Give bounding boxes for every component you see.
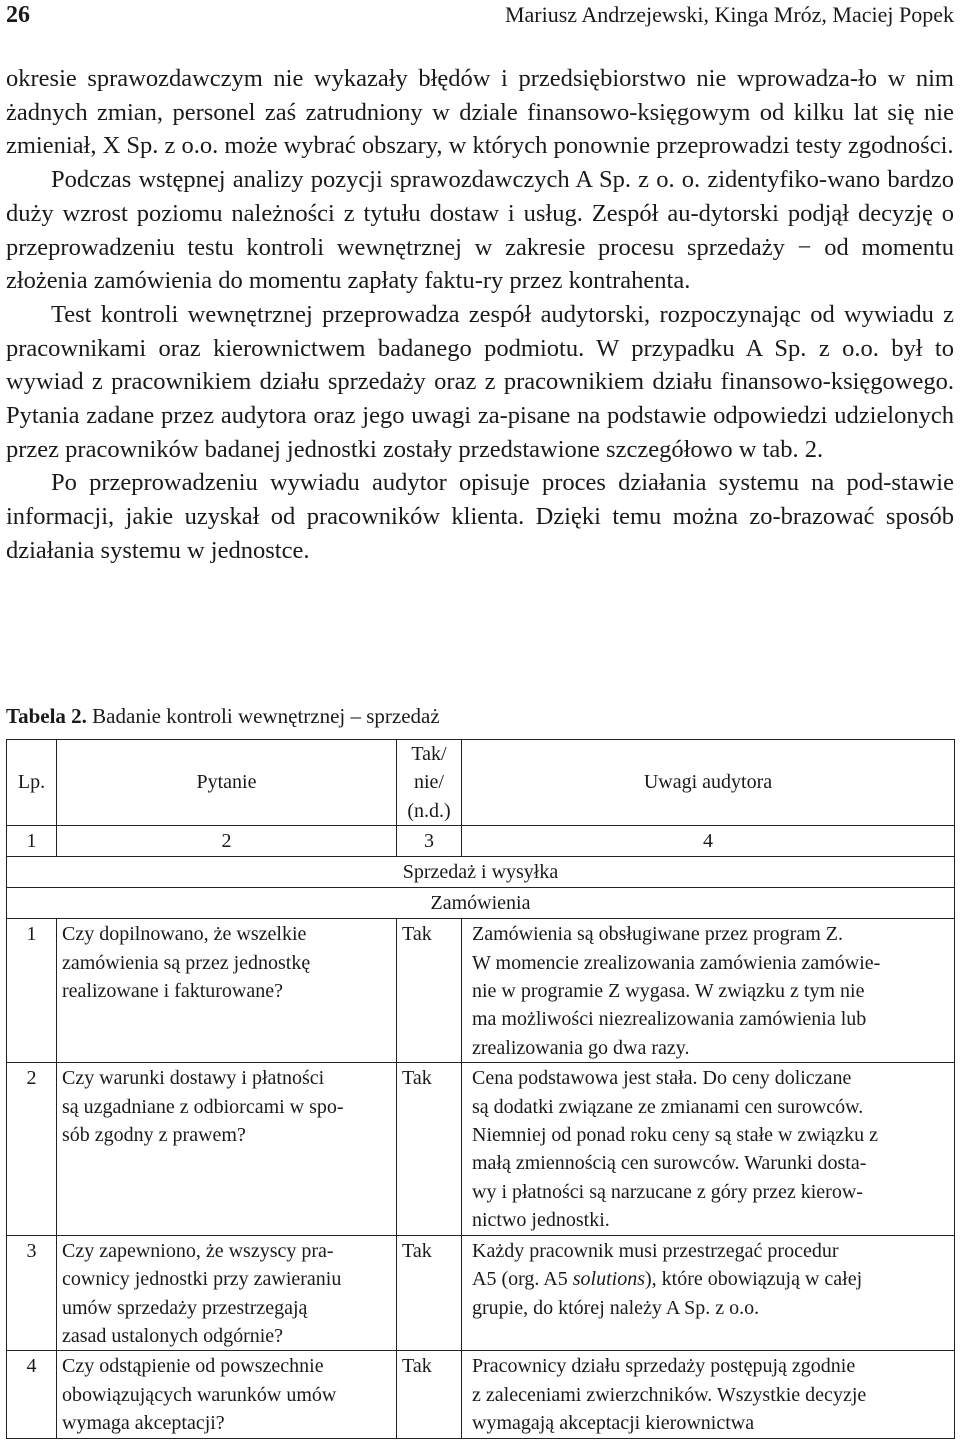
remark-line: z zaleceniami zwierzchników. Wszystkie decyzje bbox=[472, 1383, 867, 1406]
header-question: Pytanie bbox=[57, 740, 397, 826]
subsection-title: Zamówienia bbox=[7, 888, 955, 919]
paragraph: okresie sprawozdawczym nie wykazały błędów i przedsiębiorstwo nie wprowadza-ło w nim żadnych zmian, personel zaś zatrudniony w dziale finansowo-księgowym od kilku lat się nie zmieniał, X Sp. z o.o. może wybrać obszary, w których ponownie przeprowadzi testy zgodności. bbox=[6, 65, 954, 160]
remark-line bbox=[472, 1265, 944, 1293]
remark-italic-fragment: solutions bbox=[572, 1268, 645, 1291]
remark-line: ma możliwości niezrealizowania zamówienia lub bbox=[472, 1008, 867, 1031]
audit-table bbox=[6, 739, 955, 1439]
section-row bbox=[7, 857, 955, 888]
row-question bbox=[57, 919, 397, 1063]
column-number-row bbox=[7, 826, 955, 857]
question-line: sób zgodny z prawem? bbox=[62, 1124, 246, 1147]
question-line: zasad ustalonych odgórnie? bbox=[62, 1324, 284, 1347]
row-question bbox=[57, 1063, 397, 1235]
column-number: 2 bbox=[57, 826, 397, 857]
row-lp: 3 bbox=[7, 1235, 57, 1351]
subsection-row bbox=[7, 888, 955, 919]
remark-line: są dodatki związane ze zmianami cen surowców. bbox=[472, 1095, 864, 1118]
question-line: wymaga akceptacji? bbox=[62, 1412, 225, 1435]
row-answer: Tak bbox=[397, 919, 462, 1063]
row-answer: Tak bbox=[397, 1063, 462, 1235]
row-lp: 4 bbox=[7, 1351, 57, 1438]
remark-line: W momencie zrealizowania zamówienia zamówie- bbox=[472, 951, 881, 974]
table-row bbox=[7, 919, 955, 1063]
question-line: Czy zapewniono, że wszyscy pra- bbox=[62, 1239, 334, 1262]
remark-line: nie w programie Z wygasa. W związku z tym nie bbox=[472, 980, 865, 1003]
remark-line: zrealizowania go dwa razy. bbox=[472, 1036, 690, 1059]
question-line: obowiązujących warunków umów bbox=[62, 1383, 337, 1406]
question-line: Czy dopilnowano, że wszelkie bbox=[62, 923, 307, 946]
remark-line: wy i płatności są narzucane z góry przez kierow- bbox=[472, 1180, 863, 1203]
body-text bbox=[6, 62, 954, 568]
row-lp: 1 bbox=[7, 919, 57, 1063]
row-remarks bbox=[462, 1351, 955, 1438]
table-header-row bbox=[7, 740, 955, 826]
question-line: Czy odstąpienie od powszechnie bbox=[62, 1355, 324, 1378]
row-answer: Tak bbox=[397, 1351, 462, 1438]
page-header bbox=[6, 2, 954, 34]
header-remarks: Uwagi audytora bbox=[462, 740, 955, 826]
row-question bbox=[57, 1351, 397, 1438]
header-lp: Lp. bbox=[7, 740, 57, 826]
paragraph: Test kontroli wewnętrznej przeprowadza zespół audytorski, rozpoczynając od wywiadu z pracownikami oraz kierownictwem badanego podmiotu. W przypadku A Sp. z o.o. był to wywiad z pracownikiem działu sprzedaży oraz z pracownikiem działu finansowo-księgowego. Pytania zadane przez audytora oraz jego uwagi za-pisane na podstawie odpowiedzi udzielonych przez pracowników badanej jednostki zostały przedstawione szczegółowo w tab. 2. bbox=[6, 300, 954, 463]
header-answer-line: nie/ bbox=[414, 771, 444, 794]
remark-line: Niemniej od ponad roku ceny są stałe w związku z bbox=[472, 1124, 878, 1147]
header-answer bbox=[397, 740, 462, 826]
row-lp: 2 bbox=[7, 1063, 57, 1235]
running-head-authors: Mariusz Andrzejewski, Kinga Mróz, Maciej Popek bbox=[504, 2, 954, 27]
column-number: 3 bbox=[397, 826, 462, 857]
remark-line: Zamówienia są obsługiwane przez program Z. bbox=[472, 923, 843, 946]
table-caption-label: Tabela 2. bbox=[6, 704, 87, 728]
question-line: cownicy jednostki przy zawieraniu bbox=[62, 1268, 342, 1291]
remark-line: małą zmiennością cen surowców. Warunki dosta- bbox=[472, 1152, 867, 1175]
row-remarks bbox=[462, 1063, 955, 1235]
column-number: 4 bbox=[462, 826, 955, 857]
remark-line: nictwo jednostki. bbox=[472, 1209, 610, 1232]
table-caption bbox=[6, 704, 440, 729]
question-line: Czy warunki dostawy i płatności bbox=[62, 1067, 325, 1090]
table-row bbox=[7, 1351, 955, 1438]
remark-line: Pracownicy działu sprzedaży postępują zgodnie bbox=[472, 1355, 856, 1378]
table-row bbox=[7, 1063, 955, 1235]
remark-fragment: A5 (org. A5 bbox=[472, 1268, 573, 1291]
row-question bbox=[57, 1235, 397, 1351]
question-line: zamówienia są przez jednostkę bbox=[62, 951, 311, 974]
remark-line: Cena podstawowa jest stała. Do ceny doliczane bbox=[472, 1067, 852, 1090]
row-answer: Tak bbox=[397, 1235, 462, 1351]
remark-line: Każdy pracownik musi przestrzegać procedur bbox=[472, 1239, 839, 1262]
row-remarks bbox=[462, 1235, 955, 1351]
question-line: są uzgadniane z odbiorcami w spo- bbox=[62, 1095, 344, 1118]
header-answer-line: (n.d.) bbox=[407, 799, 451, 822]
remark-fragment: ), które obowiązują w całej bbox=[645, 1268, 863, 1291]
question-line: realizowane i fakturowane? bbox=[62, 980, 283, 1003]
remark-line: wymagają akceptacji kierownictwa bbox=[472, 1412, 755, 1435]
paragraph: Podczas wstępnej analizy pozycji sprawozdawczych A Sp. z o. o. zidentyfiko-wano bardzo duży wzrost poziomu należności z tytułu dostaw i usług. Zespół au-dytorski podjął decyzję o przeprowadzeniu testu kontroli wewnętrznej w zakresie procesu sprzedaży − od momentu złożenia zamówienia do momentu zapłaty faktu-ry przez kontrahenta. bbox=[6, 166, 954, 295]
remark-line: grupie, do której należy A Sp. z o.o. bbox=[472, 1296, 760, 1319]
question-line: umów sprzedaży przestrzegają bbox=[62, 1296, 308, 1319]
section-title: Sprzedaż i wysyłka bbox=[7, 857, 955, 888]
table-row bbox=[7, 1235, 955, 1351]
row-remarks bbox=[462, 919, 955, 1063]
header-answer-line: Tak/ bbox=[411, 743, 447, 765]
column-number: 1 bbox=[7, 826, 57, 857]
table-caption-text: Badanie kontroli wewnętrznej – sprzedaż bbox=[92, 704, 440, 728]
paragraph: Po przeprowadzeniu wywiadu audytor opisuje proces działania systemu na pod-stawie informacji, jakie uzyskał od pracowników klienta. Dzięki temu można zo-brazować sposób działania systemu w jednostce. bbox=[6, 469, 954, 564]
page-number: 26 bbox=[6, 2, 30, 28]
